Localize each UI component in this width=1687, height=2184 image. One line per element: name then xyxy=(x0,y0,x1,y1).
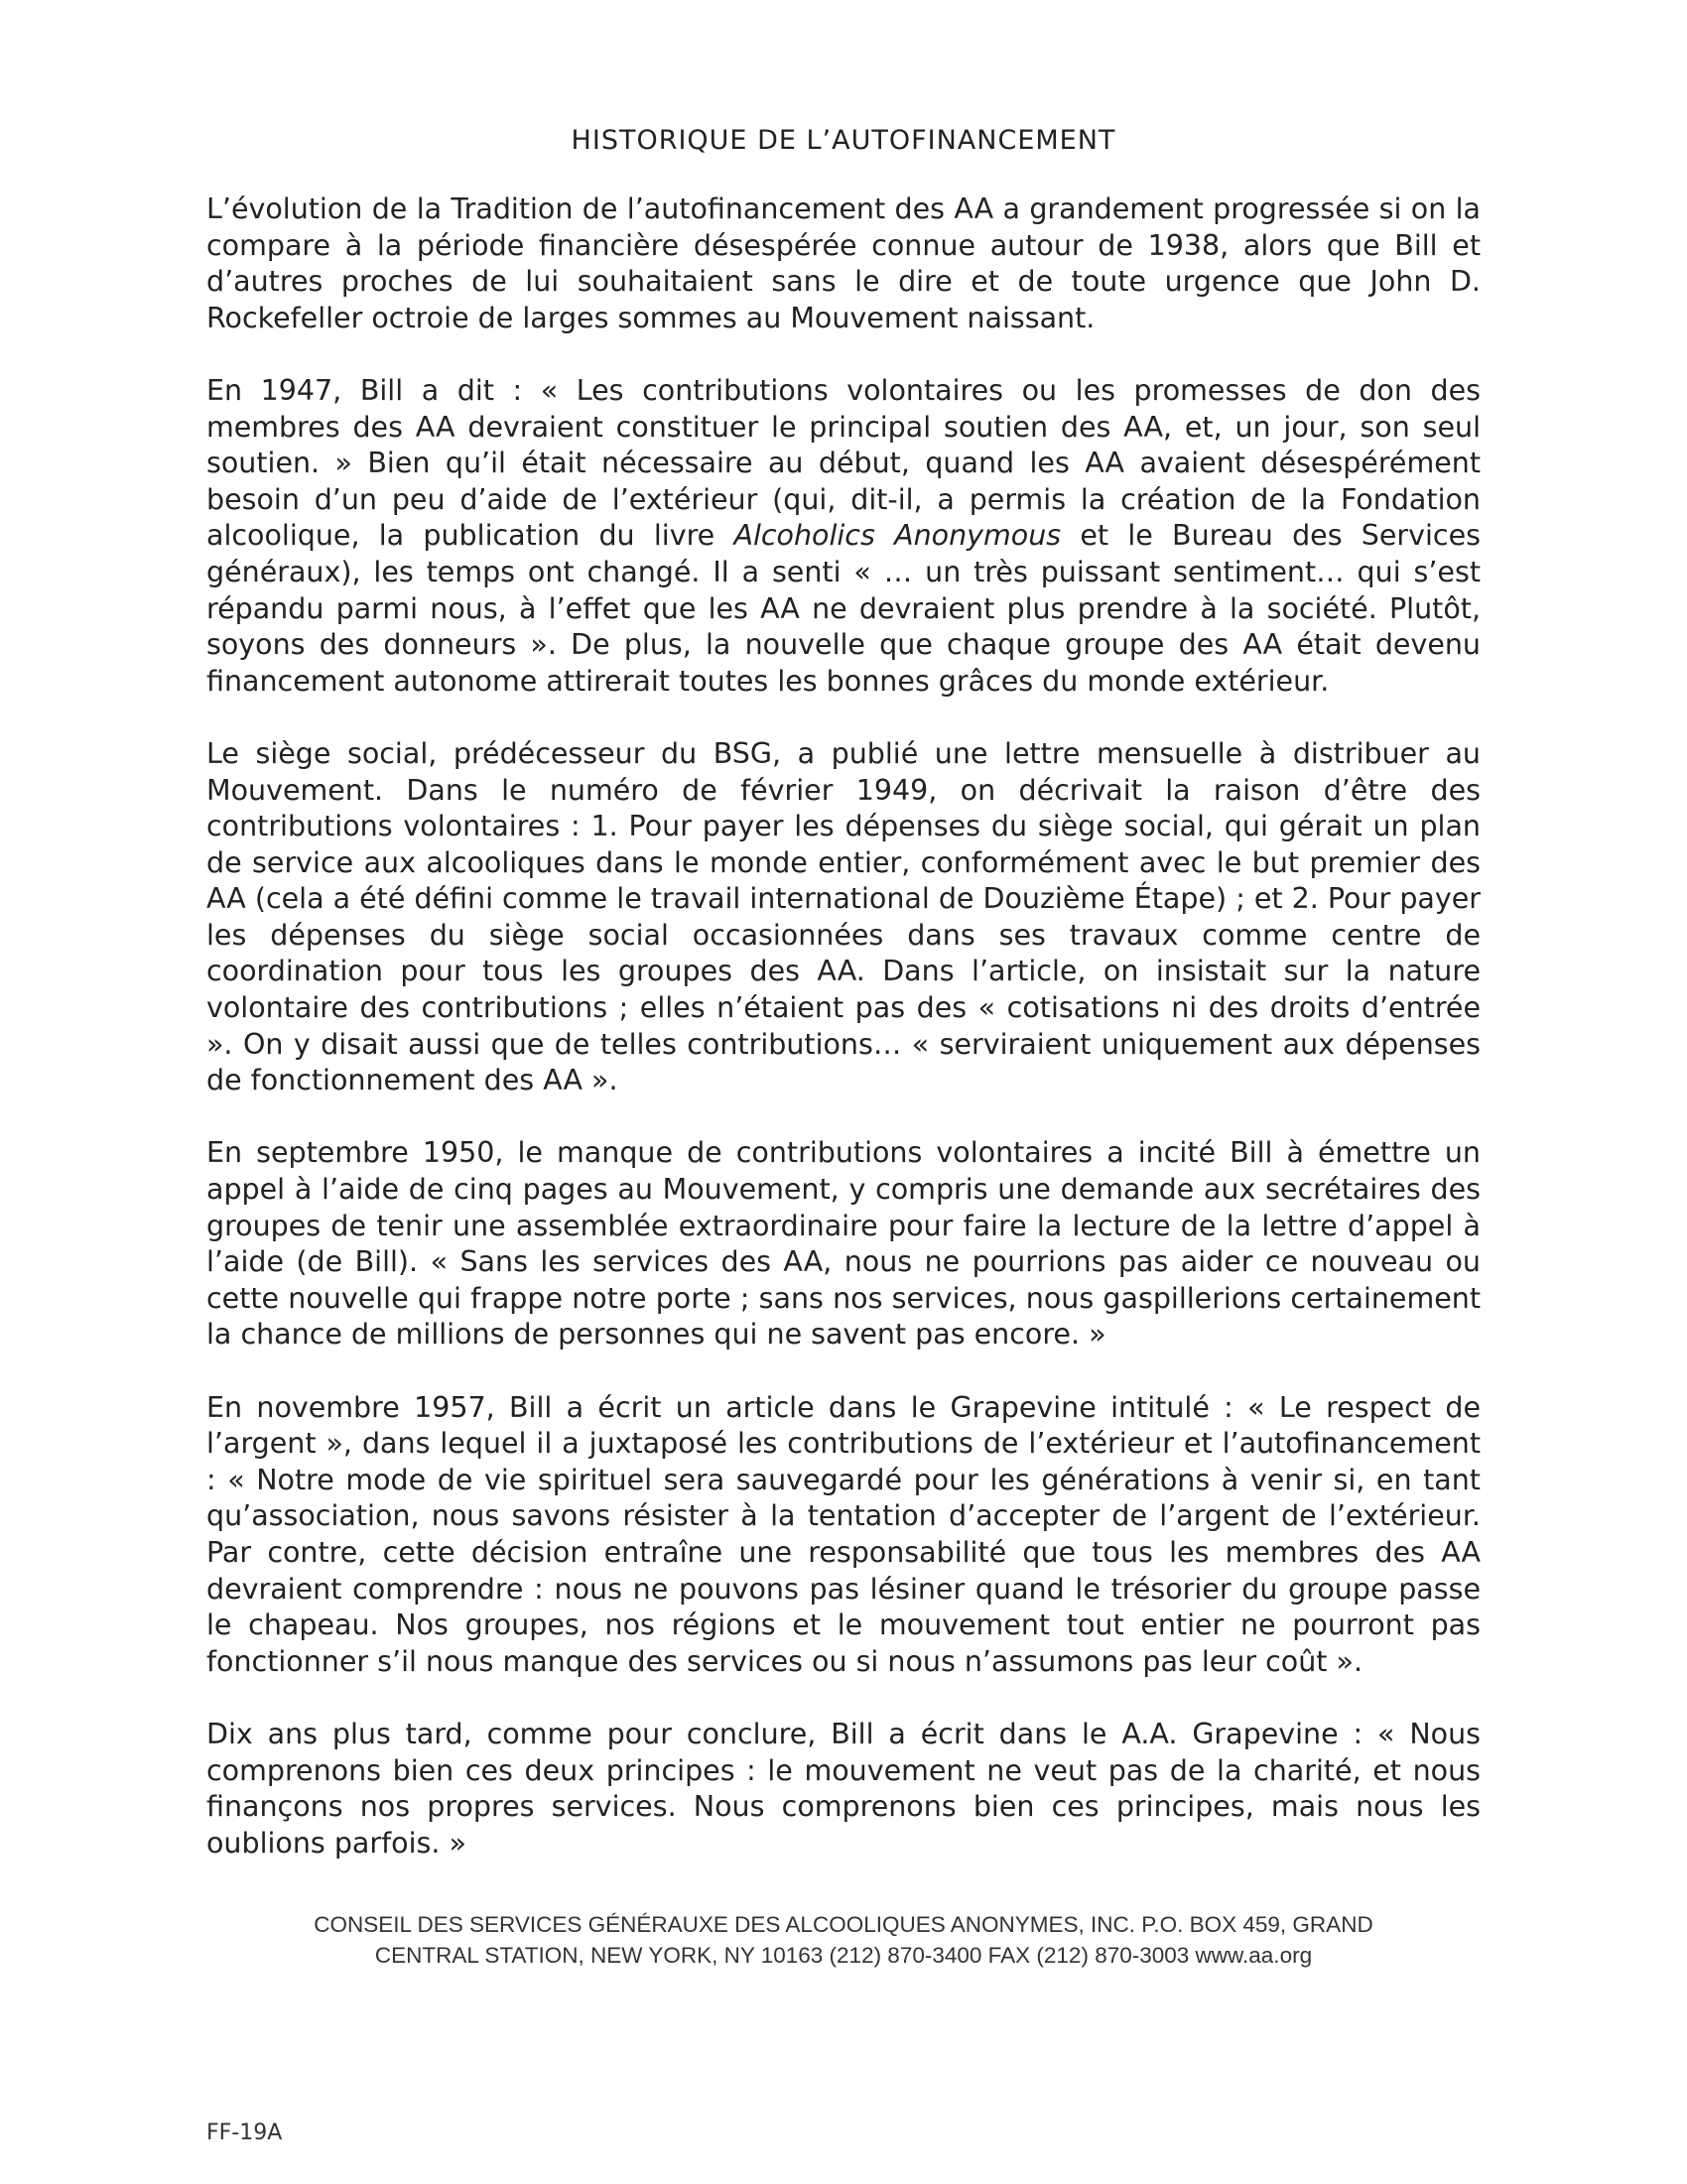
paragraph-1: L’évolution de la Tradition de l’autofinancement des AA a grandement progressée si on la compare à la période financière désespérée connue autour de 1938, alors que Bill et d’autres proches de lui souhaitaient sans le dire et de toute urgence que John D. Rockefeller octroie de larges sommes au Mouvement naissant. xyxy=(206,193,1481,334)
paragraph-2 xyxy=(206,373,1481,700)
paragraph-5: En novembre 1957, Bill a écrit un article dans le Grapevine intitulé : « Le respect de l’argent », dans lequel il a juxtaposé les contributions de l’extérieur et l’autofinancement : « Notre mode de vie spirituel sera sauvegardé pour les générations à venir si, en tant qu’association, nous savons résister à la tentation d’accepter de l’argent de l’extérieur. Par contre, cette décision entraîne une responsabilité que tous les membres des AA devraient comprendre : nous ne pouvons pas lésiner quand le trésorier du groupe passe le chapeau. Nos groupes, nos régions et le mouvement tout entier ne pourront pas fonctionner s’il nous manque des services ou si nous n’assumons pas leur coût ». xyxy=(206,1390,1481,1678)
paragraph-4: En septembre 1950, le manque de contributions volontaires a incité Bill à émettre un appel à l’aide de cinq pages au Mouvement, y compris une demande aux secrétaires des groupes de tenir une assemblée extraordinaire pour faire la lecture de la lettre d’appel à l’aide (de Bill). « Sans les services des AA, nous ne pourrions pas aider ce nouveau ou cette nouvelle qui frappe notre porte ; sans nos services, nous gaspillerions certainement la chance de millions de personnes qui ne savent pas encore. » xyxy=(206,1136,1481,1351)
book-title-italic: Alcoholics Anonymous xyxy=(733,519,1062,553)
paragraph-2-after: et le Bureau des Services généraux), les temps ont changé. Il a senti « … un très puissant sentiment… qui s’est répandu parmi nous, à l’effet que les AA ne devraient plus prendre à la société. Plutôt, soyons des donneurs ». De plus, la nouvelle que chaque groupe des AA était devenu financement autonome attirerait toutes les bonnes grâces du monde extérieur. xyxy=(206,519,1481,698)
paragraph-6: Dix ans plus tard, comme pour conclure, Bill a écrit dans le A.A. Grapevine : « Nous comprenons bien ces deux principes : le mouvement ne veut pas de la charité, et nous finançons nos propres services. Nous comprenons bien ces principes, mais nous les oublions parfois. » xyxy=(206,1717,1481,1860)
footer-address-line-1: CONSEIL DES SERVICES GÉNÉRAUXE DES ALCOOLIQUES ANONYMES, INC. P.O. BOX 459, GRAND xyxy=(314,1912,1373,1937)
paragraph-3: Le siège social, prédécesseur du BSG, a publié une lettre mensuelle à distribuer au Mouvement. Dans le numéro de février 1949, on décrivait la raison d’être des contributions volontaires : 1. Pour payer les dépenses du siège social, qui gérait un plan de service aux alcooliques dans le monde entier, conformément avec le but premier des AA (cela a été défini comme le travail international de Douzième Étape) ; et 2. Pour payer les dépenses du siège social occasionnées dans ses travaux comme centre de coordination pour tous les groupes des AA. Dans l’article, on insistait sur la nature volontaire des contributions ; elles n’étaient pas des « cotisations ni des droits d’entrée ». On y disait aussi que de telles contributions… « serviraient uniquement aux dépenses de fonctionnement des AA ». xyxy=(206,736,1481,1097)
document-code: FF-19A xyxy=(206,2120,283,2145)
footer-address xyxy=(159,1909,1528,1971)
document-title: HISTORIQUE DE L’AUTOFINANCEMENT xyxy=(571,125,1116,156)
paragraph-2-before: En 1947, Bill a dit : « Les contributions volontaires ou les promesses de don des membres des AA devraient constituer le principal soutien des AA, et, un jour, son seul soutien. » Bien qu’il était nécessaire au début, quand les AA avaient désespérément besoin d’un peu d’aide de l’extérieur (qui, dit-il, a permis la création de la Fondation alcoolique, la publication du livre xyxy=(206,373,1481,553)
footer-address-line-2: CENTRAL STATION, NEW YORK, NY 10163 (212) 870-3400 FAX (212) 870-3003 www.aa.org xyxy=(374,1943,1313,1968)
document-body xyxy=(206,125,1481,1862)
